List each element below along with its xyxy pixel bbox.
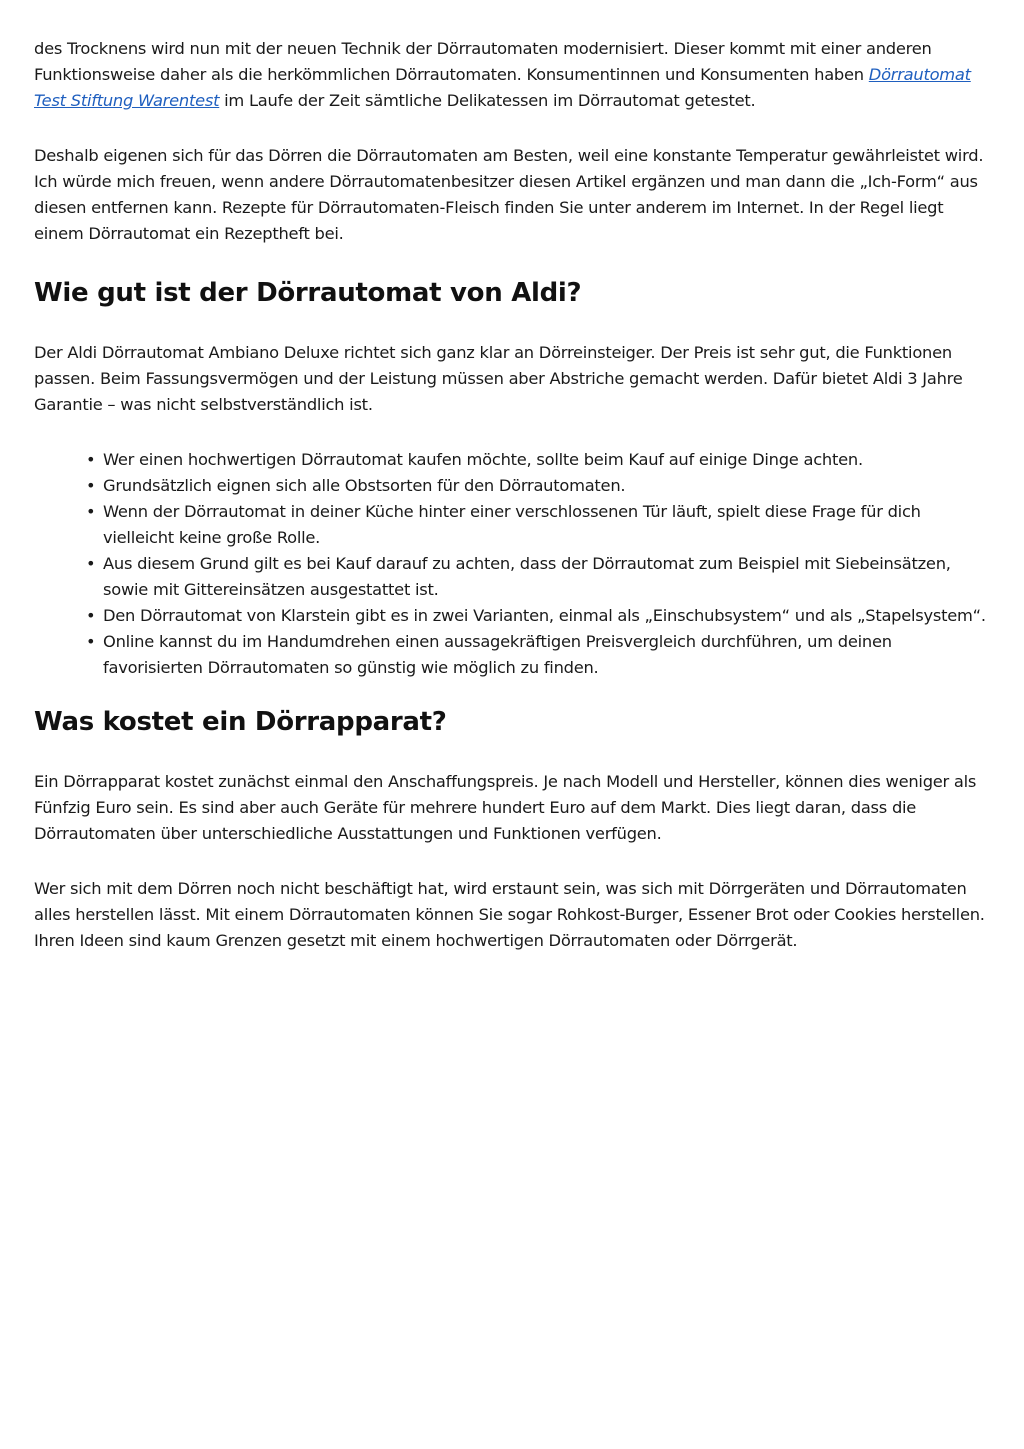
heading-cost: Was kostet ein Dörrapparat? — [34, 707, 447, 737]
intro-text-before-link: des Trocknens wird nun mit der neuen Technik der Dörrautomaten modernisiert. Dieser kommt mit einer anderen Funktionsweise daher als die herkömmlichen Dörrautomaten. Konsumentinnen und Konsumenten haben — [34, 39, 932, 84]
document-page — [34, 36, 990, 983]
list-item — [86, 603, 990, 629]
list-item — [86, 629, 990, 681]
bullet-symbol: • — [86, 476, 96, 495]
intro-paragraph-1 — [34, 36, 990, 114]
bullet-symbol: • — [86, 606, 96, 625]
stiftung-warentest-link[interactable]: Dörrautomat Test Stiftung Warentest — [34, 65, 971, 110]
list-item-text: Aus diesem Grund gilt es bei Kauf darauf zu achten, dass der Dörrautomat zum Beispiel mit Siebeinsätzen, sowie mit Gittereinsätzen ausgestattet ist. — [103, 554, 951, 599]
bullet-list — [34, 447, 990, 681]
cost-paragraph-2: Wer sich mit dem Dörren noch nicht beschäftigt hat, wird erstaunt sein, was sich mit Dörrgeräten und Dörrautomaten alles herstellen lässt. Mit einem Dörrautomaten können Sie sogar Rohkost-Burger, Essener Brot oder Cookies herstellen. Ihren Ideen sind kaum Grenzen gesetzt mit einem hochwertigen Dörrautomaten oder Dörrgerät. — [34, 879, 985, 950]
list-item-text: Den Dörrautomat von Klarstein gibt es in zwei Varianten, einmal als „Einschubsystem“ und als „Stapelsystem“. — [103, 606, 986, 625]
list-item-text: Wenn der Dörrautomat in deiner Küche hinter einer verschlossenen Tür läuft, spielt diese Frage für dich vielleicht keine große Rolle. — [103, 502, 921, 547]
heading-aldi: Wie gut ist der Dörrautomat von Aldi? — [34, 278, 582, 308]
list-item-text: Online kannst du im Handumdrehen einen aussagekräftigen Preisvergleich durchführen, um deinen favorisierten Dörrautomaten so günstig wie möglich zu finden. — [103, 632, 892, 677]
bullet-symbol: • — [86, 450, 96, 469]
bullet-symbol: • — [86, 632, 96, 651]
bullet-symbol: • — [86, 502, 96, 521]
intro-paragraph-2: Deshalb eigenen sich für das Dörren die Dörrautomaten am Besten, weil eine konstante Temperatur gewährleistet wird. Ich würde mich freuen, wenn andere Dörrautomatenbesitzer diesen Artikel ergänzen und man dann die „Ich-Form“ aus diesen entfernen kann. Rezepte für Dörrautomaten-Fleisch finden Sie unter anderem im Internet. In der Regel liegt einem Dörrautomat ein Rezeptheft bei. — [34, 146, 984, 243]
bullet-symbol: • — [86, 554, 96, 573]
intro-text-after-link: im Laufe der Zeit sämtliche Delikatessen im Dörrautomat getestet. — [219, 91, 756, 110]
aldi-paragraph: Der Aldi Dörrautomat Ambiano Deluxe richtet sich ganz klar an Dörreinsteiger. Der Preis ist sehr gut, die Funktionen passen. Beim Fassungsvermögen und der Leistung müssen aber Abstriche gemacht werden. Dafür bietet Aldi 3 Jahre Garantie – was nicht selbstverständlich ist. — [34, 343, 963, 414]
list-item — [86, 447, 990, 473]
list-item — [86, 551, 990, 603]
list-item — [86, 499, 990, 551]
list-item — [86, 473, 990, 499]
cost-paragraph-1: Ein Dörrapparat kostet zunächst einmal den Anschaffungspreis. Je nach Modell und Hersteller, können dies weniger als Fünfzig Euro sein. Es sind aber auch Geräte für mehrere hundert Euro auf dem Markt. Dies liegt daran, dass die Dörrautomaten über unterschiedliche Ausstattungen und Funktionen verfügen. — [34, 772, 977, 843]
list-item-text: Grundsätzlich eignen sich alle Obstsorten für den Dörrautomaten. — [103, 476, 626, 495]
list-item-text: Wer einen hochwertigen Dörrautomat kaufen möchte, sollte beim Kauf auf einige Dinge achten. — [103, 450, 863, 469]
